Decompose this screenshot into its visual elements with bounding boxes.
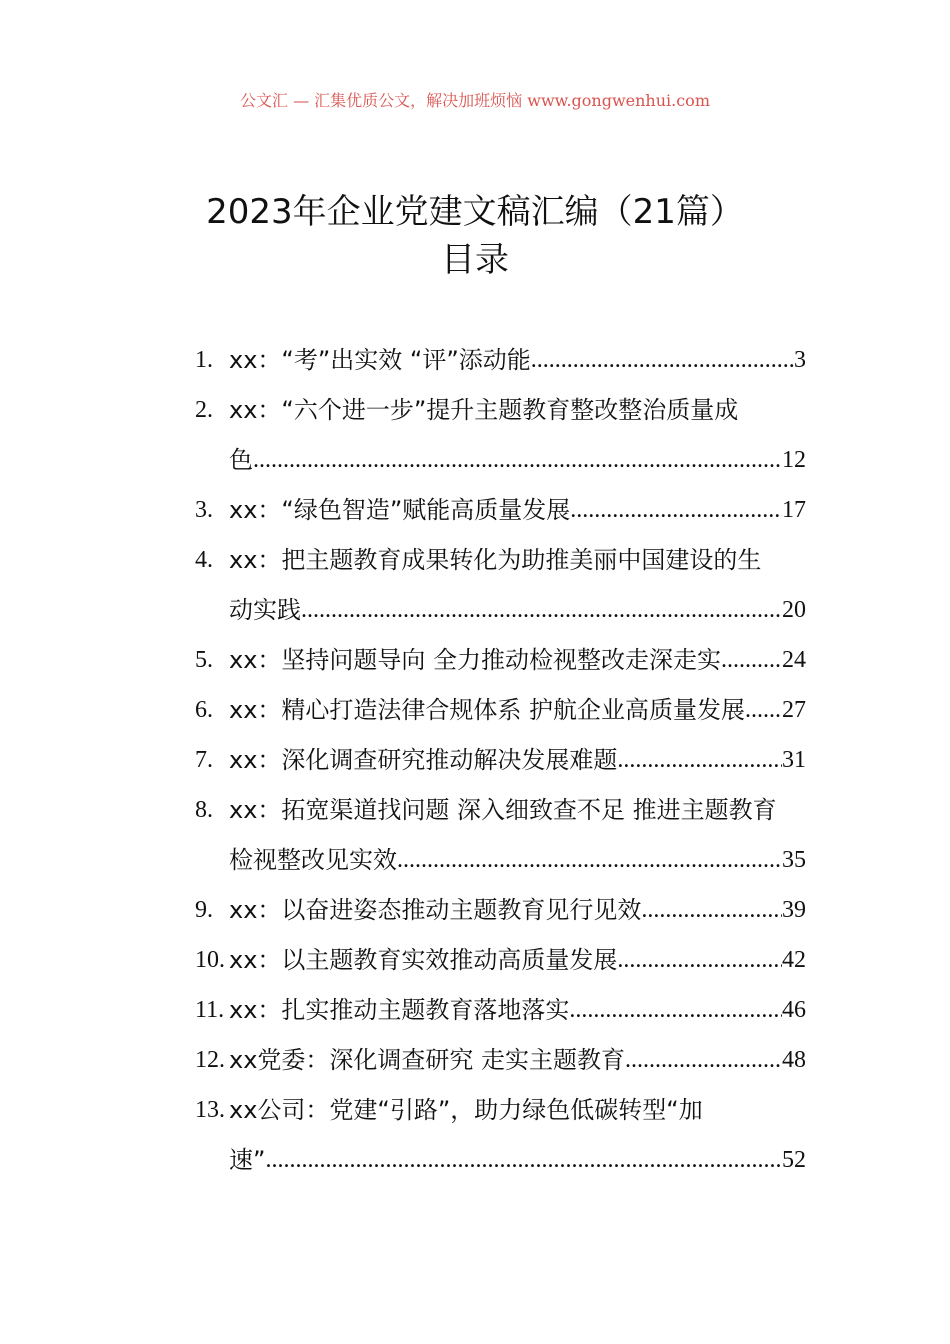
toc-page-number: 46: [782, 997, 806, 1023]
toc-number: 2.: [195, 397, 213, 423]
toc-entry[interactable]: [195, 535, 806, 585]
toc-title: xx：以奋进姿态推动主题教育见行见效: [229, 896, 642, 924]
dot-leader: [301, 585, 782, 635]
dot-leader: [617, 735, 782, 785]
toc-page-number: 39: [782, 897, 806, 923]
dot-leader: [531, 335, 794, 385]
toc-entry[interactable]: [195, 735, 806, 785]
toc-title: xx：“六个进一步”提升主题教育整改整治质量成: [229, 396, 739, 424]
dot-leader: [745, 685, 782, 735]
toc-title-continued: 动实践: [229, 596, 301, 624]
toc-title-continued: 速”: [229, 1146, 266, 1174]
toc-page-number: 17: [782, 497, 806, 523]
toc-title: xx：扎实推动主题教育落地落实: [229, 996, 570, 1024]
toc-number: 6.: [195, 697, 213, 723]
toc-page-number: 24: [782, 647, 806, 673]
toc-number: 12.: [195, 1047, 225, 1073]
toc-entry[interactable]: [195, 785, 806, 835]
toc-entry[interactable]: [195, 635, 806, 685]
toc-entry-continuation[interactable]: [195, 585, 806, 635]
toc-number: 10.: [195, 947, 225, 973]
toc-page-number: 20: [782, 597, 806, 623]
toc-title: xx公司：党建“引路”，助力绿色低碳转型“加: [229, 1096, 703, 1124]
toc-number: 11.: [195, 997, 225, 1023]
toc-number: 9.: [195, 897, 213, 923]
document-title: [0, 188, 950, 284]
toc-title: xx党委：深化调查研究 走实主题教育: [229, 1046, 626, 1074]
toc-entry-continuation[interactable]: [195, 1135, 806, 1185]
title-main: 2023年企业党建文稿汇编（21篇）: [206, 192, 744, 232]
dot-leader: [617, 935, 782, 985]
toc-number: 5.: [195, 647, 213, 673]
dot-leader: [721, 635, 782, 685]
toc-title: xx：精心打造法律合规体系 护航企业高质量发展: [229, 696, 746, 724]
toc-entry[interactable]: [195, 1085, 806, 1135]
toc-number: 3.: [195, 497, 213, 523]
toc-page-number: 31: [782, 747, 806, 773]
toc-page-number: 3: [794, 347, 806, 373]
title-toc: 目录: [441, 240, 509, 280]
toc-title-continued: 检视整改见实效: [229, 846, 397, 874]
toc-entry[interactable]: [195, 335, 806, 385]
toc-entry[interactable]: [195, 935, 806, 985]
dot-leader: [570, 485, 782, 535]
dot-leader: [625, 1035, 782, 1085]
toc-entry[interactable]: [195, 385, 806, 435]
toc-entry-continuation[interactable]: [195, 835, 806, 885]
dot-leader: [397, 835, 782, 885]
toc-number: 13.: [195, 1097, 225, 1123]
toc-number: 4.: [195, 547, 213, 573]
toc-title: xx：“考”出实效 “评”添动能: [229, 346, 531, 374]
toc-title: xx：以主题教育实效推动高质量发展: [229, 946, 618, 974]
toc-entry-continuation[interactable]: [195, 435, 806, 485]
toc-number: 8.: [195, 797, 213, 823]
toc-title-continued: 色: [229, 446, 253, 474]
toc-page-number: 48: [782, 1047, 806, 1073]
toc-entry[interactable]: [195, 685, 806, 735]
dot-leader: [569, 985, 782, 1035]
toc-entry[interactable]: [195, 885, 806, 935]
toc-title: xx：深化调查研究推动解决发展难题: [229, 746, 618, 774]
toc-entry[interactable]: [195, 485, 806, 535]
toc-title: xx：把主题教育成果转化为助推美丽中国建设的生: [229, 546, 762, 574]
dot-leader: [265, 1135, 782, 1185]
toc-number: 7.: [195, 747, 213, 773]
toc-title: xx：拓宽渠道找问题 深入细致查不足 推进主题教育: [229, 796, 777, 824]
toc-page-number: 27: [782, 697, 806, 723]
toc-page-number: 52: [782, 1147, 806, 1173]
toc-title: xx：坚持问题导向 全力推动检视整改走深走实: [229, 646, 722, 674]
toc-entry[interactable]: [195, 985, 806, 1035]
toc-title: xx：“绿色智造”赋能高质量发展: [229, 496, 571, 524]
toc-page-number: 42: [782, 947, 806, 973]
dot-leader: [253, 435, 782, 485]
toc-entry[interactable]: [195, 1035, 806, 1085]
watermark-header: 公文汇 — 汇集优质公文，解决加班烦恼 www.gongwenhui.com: [239, 91, 710, 110]
toc-number: 1.: [195, 347, 213, 373]
table-of-contents: [195, 335, 806, 1185]
toc-page-number: 12: [782, 447, 806, 473]
dot-leader: [641, 885, 782, 935]
toc-page-number: 35: [782, 847, 806, 873]
